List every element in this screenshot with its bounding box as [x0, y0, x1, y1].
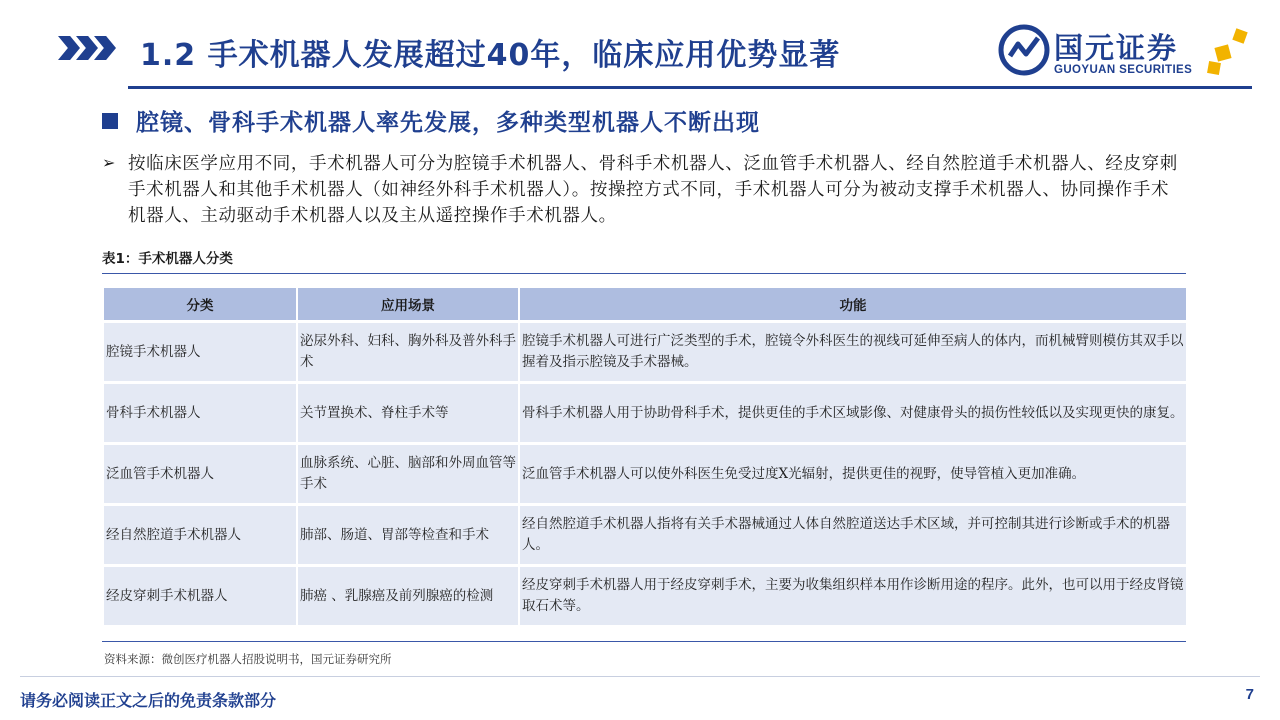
table-top-rule	[102, 273, 1186, 274]
logo-name-cn: 国元证券	[1054, 31, 1179, 65]
cell-function: 骨科手术机器人用于协助骨科手术，提供更佳的手术区域影像、对健康骨头的损伤性较低以及实现更快的康复。	[519, 383, 1186, 444]
header-scenario: 应用场景	[297, 288, 519, 322]
arrow-bullet-icon: ➢	[102, 153, 116, 172]
cell-scenario: 关节置换术、脊柱手术等	[297, 383, 519, 444]
body-paragraph	[102, 151, 1182, 229]
logo-stars-icon	[1206, 28, 1252, 76]
cell-function: 泛血管手术机器人可以使外科医生免受过度X光辐射，提供更佳的视野，使导管植入更加准确。	[519, 444, 1186, 505]
table-row	[104, 566, 1186, 626]
paragraph-text: 按临床医学应用不同，手术机器人可分为腔镜手术机器人、骨科手术机器人、泛血管手术机器人、经自然腔道手术机器人、经皮穿刺手术机器人和其他手术机器人（如神经外科手术机器人）。按操控方式不同，手术机器人可分为被动支撑手术机器人、协同操作手术机器人、主动驱动手术机器人以及主从遥控操作手术机器人。	[128, 154, 1178, 226]
cell-function: 经自然腔道手术机器人指将有关手术器械通过人体自然腔道送达手术区域，并可控制其进行诊断或手术的机器人。	[519, 505, 1186, 566]
cell-category: 骨科手术机器人	[104, 383, 297, 444]
table-caption: 表1：手术机器人分类	[102, 251, 233, 267]
cell-scenario: 泌尿外科、妇科、胸外科及普外科手术	[297, 322, 519, 383]
page-title: 1.2 手术机器人发展超过40年，临床应用优势显著	[140, 38, 841, 73]
company-logo	[998, 24, 1258, 80]
source-note: 资料来源：微创医疗机器人招股说明书，国元证券研究所	[104, 652, 392, 666]
chevron-arrows-icon	[58, 36, 112, 60]
cell-category: 经自然腔道手术机器人	[104, 505, 297, 566]
disclaimer-link: 请务必阅读正文之后的免责条款部分	[20, 691, 277, 710]
footer-divider	[20, 676, 1260, 677]
table-row	[104, 505, 1186, 566]
square-bullet-icon	[102, 113, 118, 129]
cell-category: 泛血管手术机器人	[104, 444, 297, 505]
table-bottom-rule	[102, 641, 1186, 642]
cell-category: 腔镜手术机器人	[104, 322, 297, 383]
logo-mark-icon	[998, 24, 1050, 76]
section-subheading	[102, 104, 760, 137]
classification-table	[104, 288, 1186, 625]
cell-scenario: 肺癌 、乳腺癌及前列腺癌的检测	[297, 566, 519, 626]
table-row	[104, 322, 1186, 383]
cell-scenario: 肺部、肠道、胃部等检查和手术	[297, 505, 519, 566]
header-divider	[128, 86, 1252, 89]
table-row	[104, 444, 1186, 505]
header-function: 功能	[519, 288, 1186, 322]
subheading-text: 腔镜、骨科手术机器人率先发展，多种类型机器人不断出现	[136, 110, 760, 136]
table-row	[104, 383, 1186, 444]
cell-category: 经皮穿刺手术机器人	[104, 566, 297, 626]
logo-name-en: GUOYUAN SECURITIES	[1054, 64, 1193, 76]
header-category: 分类	[104, 288, 297, 322]
cell-function: 经皮穿刺手术机器人用于经皮穿刺手术，主要为收集组织样本用作诊断用途的程序。此外，也可以用于经皮肾镜取石术等。	[519, 566, 1186, 626]
cell-function: 腔镜手术机器人可进行广泛类型的手术，腔镜令外科医生的视线可延伸至病人的体内，而机械臂则模仿其双手以握着及指示腔镜及手术器械。	[519, 322, 1186, 383]
cell-scenario: 血脉系统、心脏、脑部和外周血管等手术	[297, 444, 519, 505]
table-header-row	[104, 288, 1186, 322]
page-number: 7	[1245, 686, 1254, 703]
